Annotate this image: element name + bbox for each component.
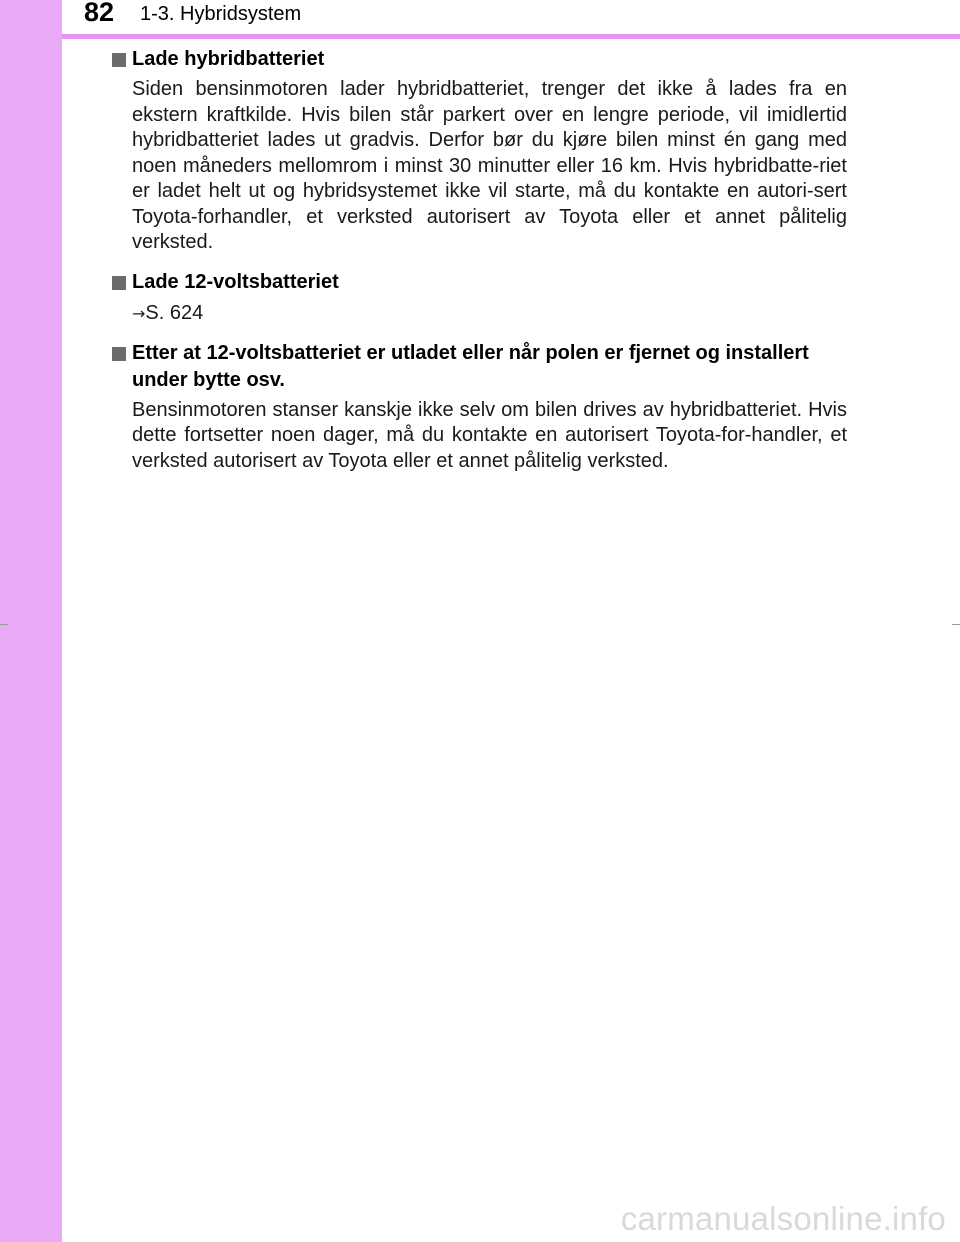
section-etter-utladet [112, 340, 847, 475]
watermark: carmanualsonline.info [620, 1200, 946, 1237]
heading-text: Lade hybridbatteriet [132, 48, 325, 70]
section-body: Siden bensinmotoren lader hybridbatteriet, trenger det ikke å lades fra en ekstern kraftkilde. Hvis bilen står parkert over en lengre periode, vil imidlertid hybridbatteriet lades ut gradvis. Derfor bør du kjøre bilen minst én gang med noen måneders mellomrom i minst 30 minutter eller 16 km. Hvis hybridbatte-riet er ladet helt ut og hybridsystemet ikke vil starte, må du kontakte en autori-sert Toyota-forhandler, et verksted autorisert av Toyota eller et annet pålitelig verksted. [132, 78, 847, 253]
page-reference[interactable] [112, 300, 847, 327]
square-bullet-icon [112, 347, 126, 361]
heading-text: Lade 12-voltsbatteriet [132, 270, 339, 293]
section-body: Bensinmotoren stanser kanskje ikke selv om bilen drives av hybridbatteriet. Hvis dette fortsetter noen dager, må du kontakte en autorisert Toyota-for-handler, et verksted autorisert av Toyota eller et annet pålitelig verksted. [132, 398, 847, 472]
square-bullet-icon [112, 276, 126, 290]
page-number: 82 [84, 0, 115, 27]
crop-mark-left [0, 624, 8, 625]
arrow-right-icon: → [132, 303, 146, 323]
square-bullet-icon [112, 53, 126, 67]
reference-text: S. 624 [145, 301, 204, 324]
side-tab-bar [0, 0, 62, 1242]
section-heading [112, 269, 847, 296]
section-heading [112, 340, 847, 394]
header-rule [62, 34, 960, 39]
page-content [112, 46, 847, 487]
chapter-title: 1-3. Hybridsystem [140, 3, 302, 25]
section-lade-12-voltsbatteriet [112, 269, 847, 327]
crop-mark-right [952, 624, 960, 625]
section-heading [112, 46, 847, 73]
section-lade-hybridbatteriet [112, 46, 847, 256]
heading-text: Etter at 12-voltsbatteriet er utladet eller når polen er fjernet og installert under bytte osv. [132, 341, 809, 391]
